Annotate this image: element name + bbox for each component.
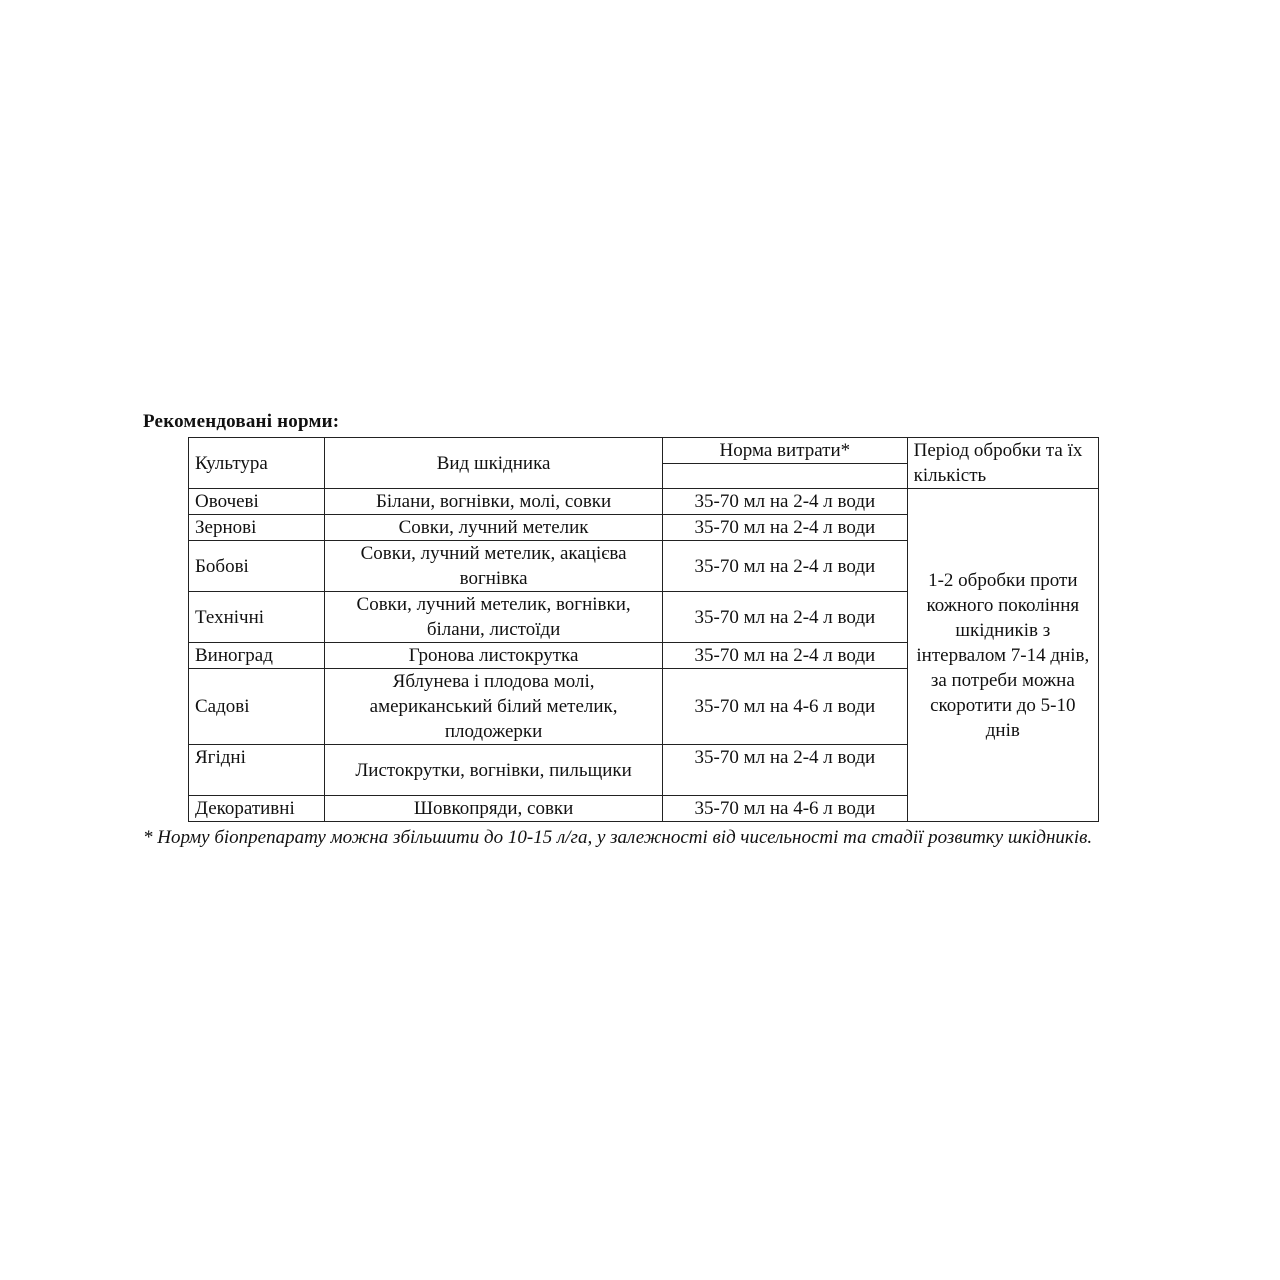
cell-pest: Білани, вогнівки, молі, совки bbox=[325, 489, 663, 515]
cell-crop: Садові bbox=[189, 669, 325, 745]
table-header-row bbox=[189, 438, 1099, 464]
cell-rate: 35-70 мл на 2-4 л води bbox=[663, 592, 908, 643]
cell-crop: Овочеві bbox=[189, 489, 325, 515]
cell-pest: Гронова листокрутка bbox=[325, 643, 663, 669]
header-rate: Норма витрати* bbox=[663, 438, 908, 464]
cell-crop: Декоративні bbox=[189, 796, 325, 822]
header-period: Період обробки та їх кількість bbox=[907, 438, 1098, 489]
header-crop: Культура bbox=[189, 438, 325, 489]
header-pest: Вид шкідника bbox=[325, 438, 663, 489]
cell-rate: 35-70 мл на 4-6 л води bbox=[663, 796, 908, 822]
cell-pest: Яблунева і плодова молі, американський білий метелик, плодожерки bbox=[325, 669, 663, 745]
cell-crop: Технічні bbox=[189, 592, 325, 643]
header-rate-subcell bbox=[663, 464, 908, 489]
cell-pest: Совки, лучний метелик bbox=[325, 515, 663, 541]
cell-rate: 35-70 мл на 2-4 л води bbox=[663, 643, 908, 669]
cell-crop: Зернові bbox=[189, 515, 325, 541]
cell-pest: Шовкопряди, совки bbox=[325, 796, 663, 822]
cell-pest: Листокрутки, вогнівки, пильщики bbox=[325, 745, 663, 796]
cell-period: 1-2 обробки проти кожного покоління шкідників з інтервалом 7-14 днів, за потреби можна скоротити до 5-10 днів bbox=[907, 489, 1098, 822]
norms-table bbox=[188, 437, 1099, 822]
footnote: * Норму біопрепарату можна збільшити до 10-15 л/га, у залежності від чисельності та стадії розвитку шкідників. bbox=[143, 827, 1093, 848]
cell-crop: Виноград bbox=[189, 643, 325, 669]
cell-pest: Совки, лучний метелик, акацієва вогнівка bbox=[325, 541, 663, 592]
cell-rate: 35-70 мл на 2-4 л води bbox=[663, 745, 908, 796]
cell-pest: Совки, лучний метелик, вогнівки, білани, листоїди bbox=[325, 592, 663, 643]
cell-rate: 35-70 мл на 2-4 л води bbox=[663, 489, 908, 515]
cell-rate: 35-70 мл на 2-4 л води bbox=[663, 515, 908, 541]
cell-crop: Бобові bbox=[189, 541, 325, 592]
table-row bbox=[189, 489, 1099, 515]
cell-rate: 35-70 мл на 2-4 л води bbox=[663, 541, 908, 592]
cell-crop: Ягідні bbox=[189, 745, 325, 796]
cell-rate: 35-70 мл на 4-6 л води bbox=[663, 669, 908, 745]
section-heading: Рекомендовані норми: bbox=[143, 411, 340, 432]
